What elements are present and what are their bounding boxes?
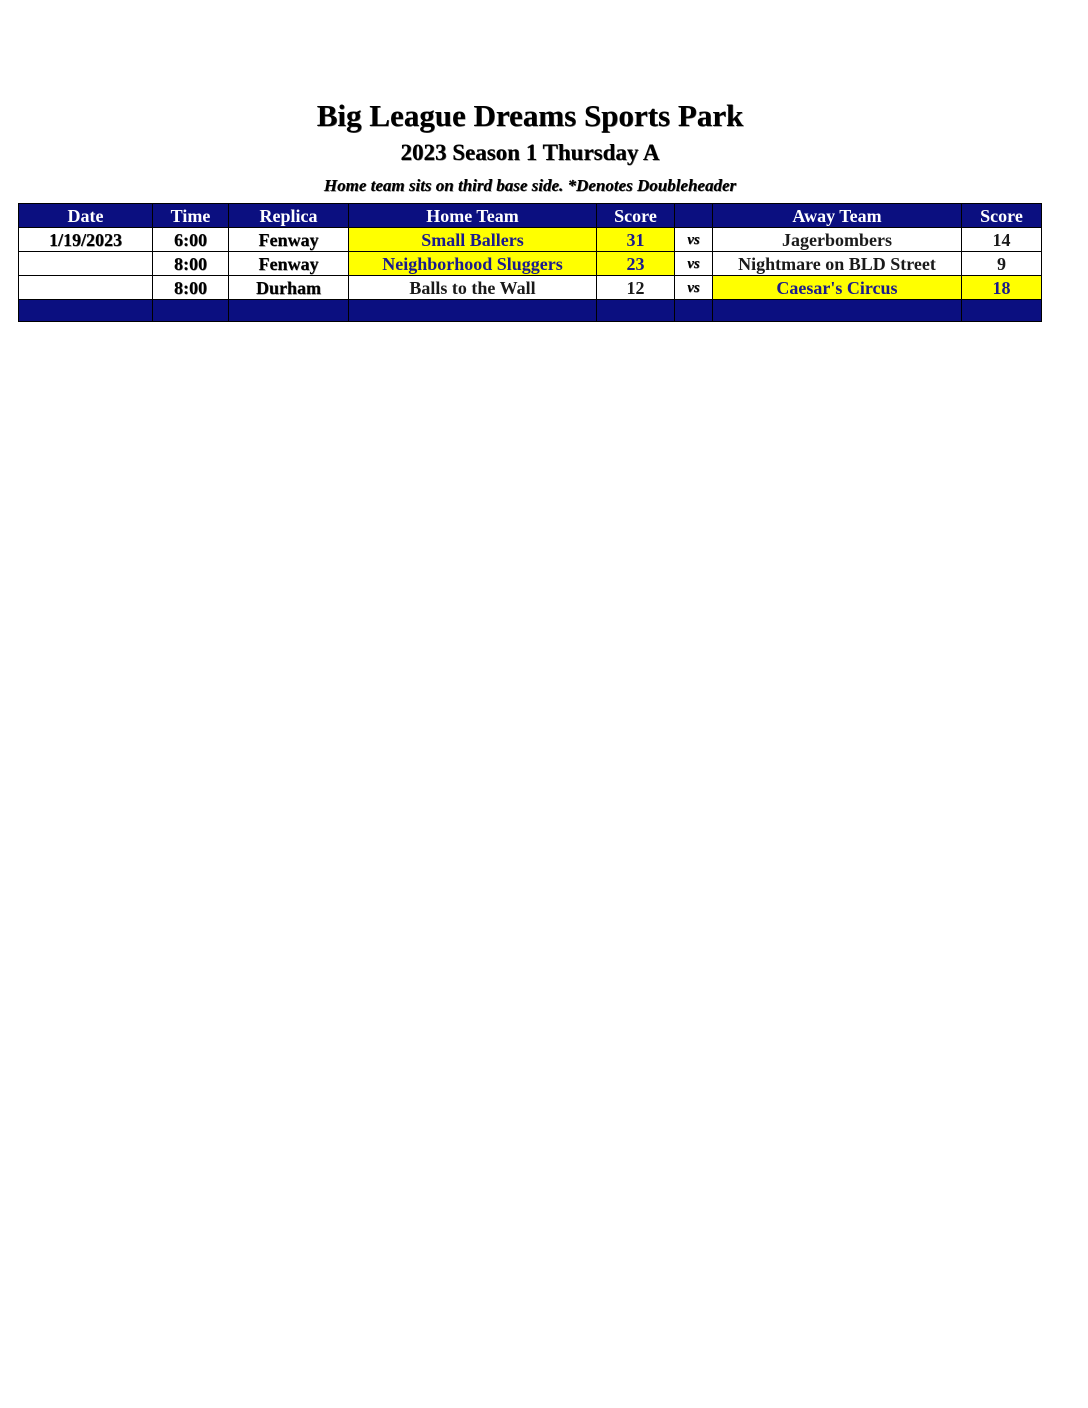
footer-cell [19,300,153,322]
vs-cell: vs [675,276,713,300]
home-score-cell: 12 [597,276,675,300]
column-header-vs [675,204,713,228]
column-header-time: Time [153,204,229,228]
footer-cell [229,300,349,322]
home-score-cell: 23 [597,252,675,276]
table-row [19,228,1042,252]
column-header-home-score: Score [597,204,675,228]
replica-cell: Fenway [229,228,349,252]
away-team-cell: Nightmare on BLD Street [713,252,962,276]
date-cell [19,276,153,300]
footer-cell [153,300,229,322]
footer-cell [962,300,1042,322]
vs-cell: vs [675,228,713,252]
away-score-cell: 18 [962,276,1042,300]
home-score-cell: 31 [597,228,675,252]
away-score-cell: 14 [962,228,1042,252]
vs-cell: vs [675,252,713,276]
page-title: Big League Dreams Sports Park [316,98,744,133]
column-header-home-team: Home Team [349,204,597,228]
replica-cell: Durham [229,276,349,300]
footer-cell [597,300,675,322]
away-team-cell: Jagerbombers [713,228,962,252]
table-footer-row [19,300,1042,322]
time-cell: 6:00 [153,228,229,252]
column-header-away-score: Score [962,204,1042,228]
page-subtitle: 2023 Season 1 Thursday A [400,140,660,165]
table-row [19,252,1042,276]
column-header-date: Date [19,204,153,228]
date-cell: 1/19/2023 [19,228,153,252]
footer-cell [349,300,597,322]
footer-cell [713,300,962,322]
away-score-cell: 9 [962,252,1042,276]
home-team-cell: Neighborhood Sluggers [349,252,597,276]
table-header-row [19,204,1042,228]
time-cell: 8:00 [153,276,229,300]
time-cell: 8:00 [153,252,229,276]
home-team-cell: Balls to the Wall [349,276,597,300]
table-row [19,276,1042,300]
column-header-away-team: Away Team [713,204,962,228]
replica-cell: Fenway [229,252,349,276]
home-team-cell: Small Ballers [349,228,597,252]
date-cell [19,252,153,276]
column-header-replica: Replica [229,204,349,228]
schedule-note: Home team sits on third base side. *Denotes Doubleheader [323,176,737,195]
footer-cell [675,300,713,322]
schedule-table [18,203,1042,322]
away-team-cell: Caesar's Circus [713,276,962,300]
